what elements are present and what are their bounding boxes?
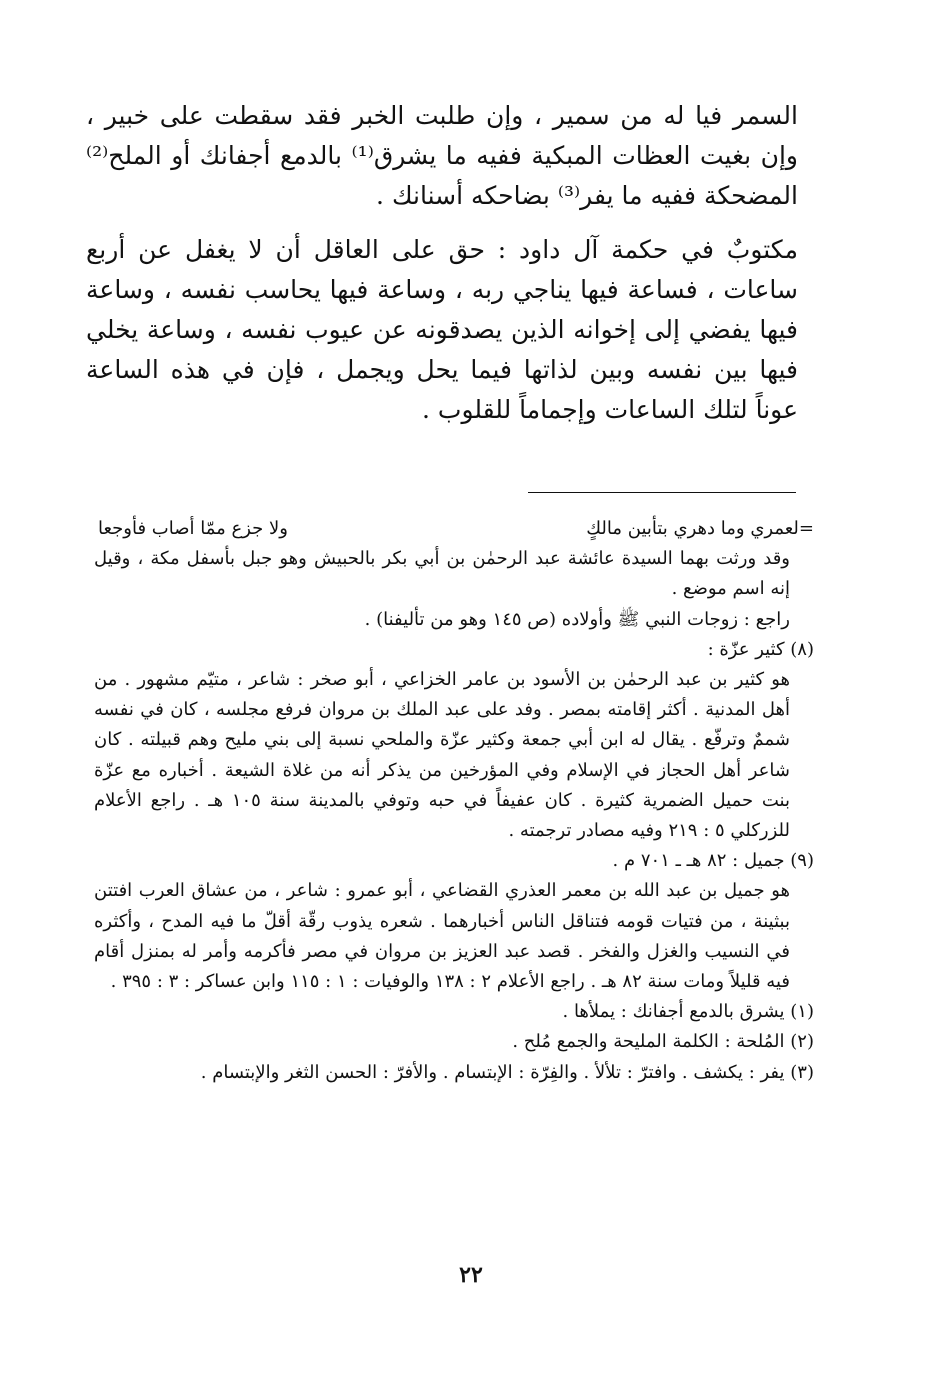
verse-first-hemistich: =لعمري وما دهري بتأبين مالكٍ [586,518,814,539]
footnote-8-heading: (٨) كثير عزّة : [707,638,814,660]
main-text-block [86,96,798,430]
paragraph-samar: السمر فيا له من سمير ، وإن طلبت الخبر فقد سقطت على خبير ، وإن بغيت العظات المبكية ففيه ما يشرق⁽¹⁾ بالدمع أجفانك أو الملح⁽²⁾ المضحكة ففيه ما يفر⁽³⁾ بضاحكه أسنانك . [86,101,798,210]
footnote-1: (١) يشرق بالدمع أجفانك : يملأها . [562,1001,814,1023]
reference-note: راجع : زوجات النبي ﷺ وأولاده (ص ١٤٥ وهو من تأليفنا) . [364,608,790,630]
verse-note: وقد ورثت بهما السيدة عائشة عبد الرحمٰن بن أبي بكر بالحبيش وهو جبل بأسفل مكة ، وقيل إنه اسم موضع . [94,548,790,600]
footnotes-block [94,514,814,1088]
paragraph-hikma: مكتوبٌ في حكمة آل داود : حق على العاقل أن لا يغفل عن أربع ساعات ، فساعة فيها يناجي ربه ، وساعة فيها يحاسب نفسه ، وساعة فيها يفضي إلى إخوانه الذين يصدقونه عن عيوب نفسه ، وساعة يخلي فيها بين نفسه وبين لذاتها فيما يحل ويجمل ، فإن في هذه الساعة عوناً لتلك الساعات وإجماماً للقلوب . [86,235,798,424]
footnote-3: (٣) يفر : يكشف . وافترّ : تلألأ . والفِرّة : الإبتسام . والأفرّ : الحسن الثغر والإبتسام . [200,1061,814,1083]
footnote-9-heading: (٩) جميل : ٨٢ هـ ـ ٧٠١ م . [612,850,814,872]
footnote-2: (٢) المُلحة : الكلمة المليحة والجمع مُلح . [512,1031,814,1053]
footnote-9-body: هو جميل بن عبد الله بن معمر العذري القضاعي ، أبو عمرو : شاعر ، من عشاق العرب افتتن ببثينة ، من فتيات قومه فتناقل الناس أخبارهما . شعره يذوب رقّة أقلّ ما فيه المدح ، وأكثره في النسيب والغزل والفخر . قصد عبد العزيز بن مروان في مصر فأكرمه وأمر له بمنزل أقام فيه قليلاً ومات سنة ٨٢ هـ . راجع الأعلام ٢ : ١٣٨ والوفيات : ١ : ١١٥ وابن عساكر : ٣ : ٣٩٥ . [94,880,790,993]
poetry-verse [94,514,814,544]
footnote-separator [528,492,796,493]
page-number: ٢٢ [459,1262,483,1288]
verse-second-hemistich: ولا جزع ممّا أصاب فأوجعا [98,518,288,539]
footnote-8-body: هو كثير بن عبد الرحمٰن بن الأسود بن عامر الخزاعي ، أبو صخر : شاعر ، متيّم مشهور . من أهل المدنية . أكثر إقامته بمصر . وفد على عبد الملك بن مروان فرفع مجلسه ، كان في نفسه شممٌ وترفّع . يقال له ابن أبي جمعة وكثير عزّة والملحي نسبة إلى بني مليح وهم قبيلته . كان شاعر أهل الحجاز في الإسلام وفي المؤرخين من يذكر أنه من غلاة الشيعة . أخباره مع عزّة بنت حميل الضمرية كثيرة . كان عفيفاً في حبه وتوفي بالمدينة سنة ١٠٥ هـ . راجع الأعلام للزركلي ٥ : ٢١٩ وفيه مصادر ترجمته . [94,669,790,842]
